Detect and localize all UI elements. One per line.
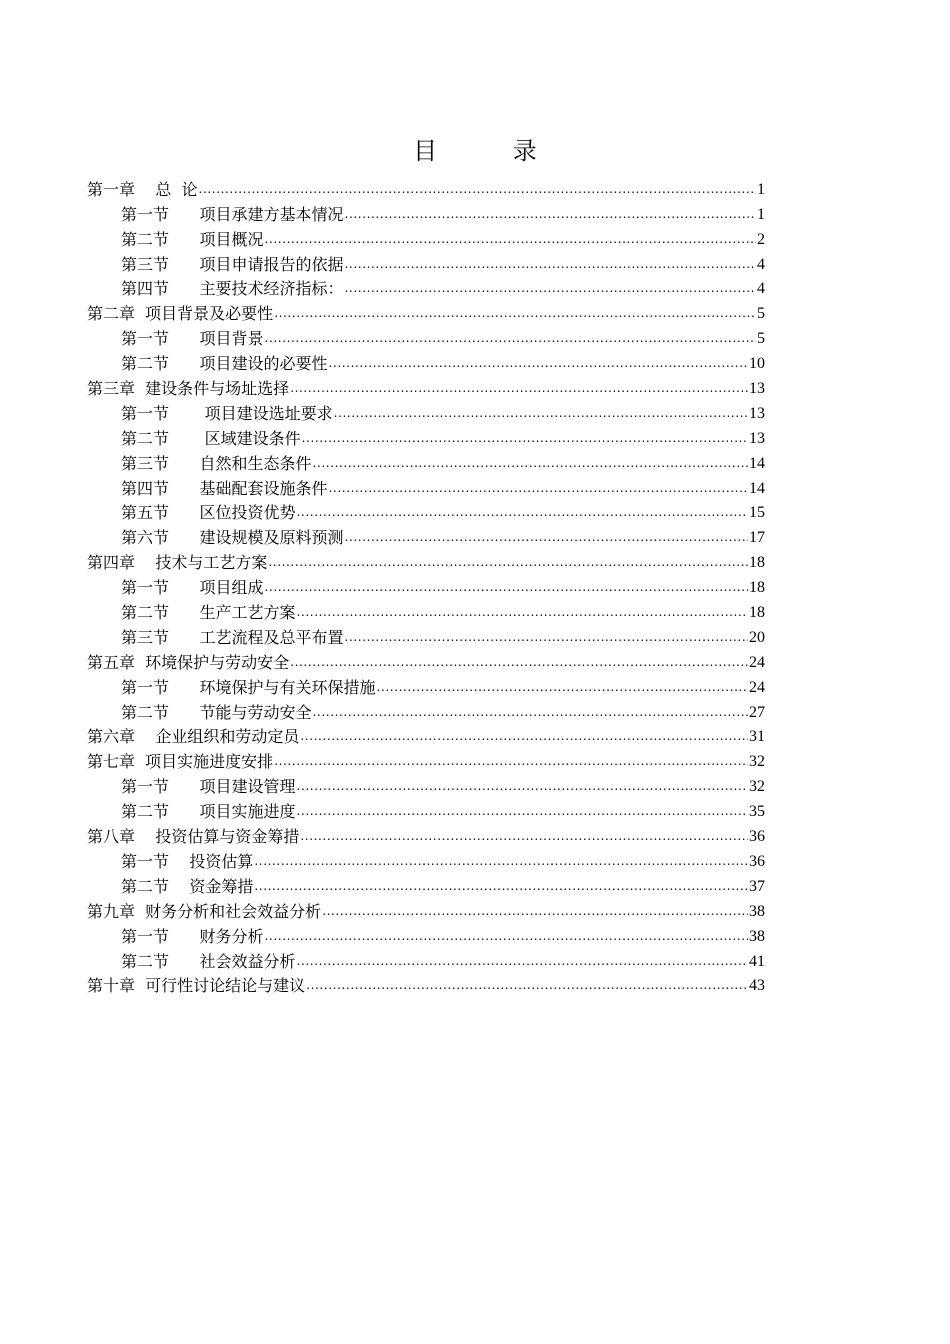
toc-dot-leader — [297, 778, 748, 794]
toc-section-entry[interactable] — [87, 847, 765, 872]
toc-dot-leader — [345, 529, 748, 545]
toc-chapter-entry[interactable] — [87, 299, 765, 324]
toc-dot-leader — [345, 256, 756, 272]
toc-dot-leader — [345, 629, 748, 645]
toc-section-entry[interactable] — [87, 772, 765, 797]
toc-entry-label: 第三节 工艺流程及总平布置 — [121, 627, 344, 647]
toc-dot-leader — [274, 305, 756, 321]
toc-dot-leader — [254, 853, 748, 869]
toc-dot-leader — [377, 679, 748, 695]
toc-entry-label: 第二节 项目概况 — [121, 229, 264, 249]
toc-section-entry[interactable] — [87, 399, 765, 424]
toc-chapter-entry[interactable] — [87, 747, 765, 772]
toc-dot-leader — [329, 480, 748, 496]
toc-section-entry[interactable] — [87, 573, 765, 598]
toc-page-number: 41 — [749, 952, 765, 970]
toc-page-number: 38 — [749, 927, 765, 945]
toc-page-number: 15 — [749, 504, 765, 522]
toc-dot-leader — [306, 977, 748, 993]
toc-page-number: 43 — [749, 977, 765, 995]
toc-dot-leader — [265, 330, 756, 346]
toc-title: 目 录 — [413, 137, 571, 165]
toc-page-number: 24 — [749, 678, 765, 696]
toc-dot-leader — [329, 355, 748, 371]
toc-entry-label: 第五章 环境保护与劳动安全 — [87, 652, 290, 672]
toc-page-number: 35 — [749, 803, 765, 821]
toc-entry-label: 第四节 主要技术经济指标： — [121, 279, 344, 299]
toc-section-entry[interactable] — [87, 499, 765, 524]
toc-entry-label: 第十章 可行性讨论结论与建议 — [87, 976, 306, 996]
toc-dot-leader — [297, 604, 748, 620]
toc-page-number: 2 — [757, 230, 765, 248]
toc-page-number: 18 — [749, 604, 765, 622]
toc-section-entry[interactable] — [87, 200, 765, 225]
toc-dot-leader — [334, 405, 748, 421]
toc-page-number: 4 — [757, 280, 765, 298]
toc-entry-label: 第二章 项目背景及必要性 — [87, 304, 274, 324]
toc-section-entry[interactable] — [87, 523, 765, 548]
toc-section-entry[interactable] — [87, 797, 765, 822]
toc-page-number: 14 — [749, 454, 765, 472]
toc-chapter-entry[interactable] — [87, 822, 765, 847]
toc-page-number: 1 — [757, 205, 765, 223]
toc-dot-leader — [265, 579, 748, 595]
toc-section-entry[interactable] — [87, 275, 765, 300]
toc-section-entry[interactable] — [87, 324, 765, 349]
toc-entry-label: 第二节 资金筹措 — [121, 876, 254, 896]
toc-section-entry[interactable] — [87, 449, 765, 474]
toc-section-entry[interactable] — [87, 673, 765, 698]
toc-entry-label: 第二节 项目实施进度 — [121, 802, 296, 822]
toc-page-number: 32 — [749, 753, 765, 771]
toc-page-number: 5 — [757, 305, 765, 323]
toc-entry-label: 第一节 项目组成 — [121, 578, 264, 598]
toc-dot-leader — [322, 903, 748, 919]
toc-entry-label: 第三章 建设条件与场址选择 — [87, 379, 290, 399]
toc-chapter-entry[interactable] — [87, 648, 765, 673]
toc-dot-leader — [290, 380, 748, 396]
toc-dot-leader — [313, 455, 748, 471]
toc-page-number: 1 — [757, 180, 765, 198]
toc-entry-label: 第六节 建设规模及原料预测 — [121, 528, 344, 548]
toc-list — [87, 175, 765, 996]
toc-dot-leader — [254, 878, 748, 894]
toc-dot-leader — [297, 803, 748, 819]
toc-dot-leader — [274, 753, 748, 769]
toc-entry-label: 第一节 项目承建方基本情况 — [121, 204, 344, 224]
toc-page-number: 14 — [749, 479, 765, 497]
toc-section-entry[interactable] — [87, 250, 765, 275]
toc-chapter-entry[interactable] — [87, 897, 765, 922]
toc-entry-label: 第三节 自然和生态条件 — [121, 453, 312, 473]
toc-entry-label: 第四节 基础配套设施条件 — [121, 478, 328, 498]
toc-entry-label: 第六章 企业组织和劳动定员 — [87, 727, 300, 747]
toc-page-number: 27 — [749, 703, 765, 721]
toc-section-entry[interactable] — [87, 424, 765, 449]
toc-page-number: 13 — [749, 429, 765, 447]
toc-section-entry[interactable] — [87, 349, 765, 374]
toc-entry-label: 第一节 项目背景 — [121, 329, 264, 349]
toc-dot-leader — [345, 206, 756, 222]
toc-page-number: 24 — [749, 653, 765, 671]
toc-page-number: 13 — [749, 404, 765, 422]
toc-page-number: 31 — [749, 728, 765, 746]
toc-chapter-entry[interactable] — [87, 723, 765, 748]
toc-dot-leader — [265, 231, 756, 247]
toc-section-entry[interactable] — [87, 872, 765, 897]
toc-page-number: 10 — [749, 355, 765, 373]
toc-entry-label: 第一节 环境保护与有关环保措施 — [121, 677, 376, 697]
toc-entry-label: 第一节 投资估算 — [121, 851, 254, 871]
toc-entry-label: 第五节 区位投资优势 — [121, 503, 296, 523]
toc-page-number: 13 — [749, 380, 765, 398]
toc-entry-label: 第七章 项目实施进度安排 — [87, 752, 274, 772]
toc-page-number: 17 — [749, 529, 765, 547]
toc-entry-label: 第八章 投资估算与资金筹措 — [87, 827, 300, 847]
toc-entry-label: 第二节 生产工艺方案 — [121, 603, 296, 623]
toc-page-number: 38 — [749, 902, 765, 920]
toc-entry-label: 第二节 项目建设的必要性 — [121, 354, 328, 374]
toc-entry-label: 第三节 项目申请报告的依据 — [121, 254, 344, 274]
toc-dot-leader — [297, 504, 748, 520]
toc-entry-label: 第九章 财务分析和社会效益分析 — [87, 901, 322, 921]
toc-dot-leader — [265, 928, 748, 944]
toc-chapter-entry[interactable] — [87, 972, 765, 997]
toc-page-number: 18 — [749, 554, 765, 572]
toc-dot-leader — [300, 828, 748, 844]
toc-page-number: 36 — [749, 852, 765, 870]
toc-page-number: 37 — [749, 877, 765, 895]
toc-page-number: 4 — [757, 255, 765, 273]
toc-dot-leader — [345, 280, 756, 296]
toc-section-entry[interactable] — [87, 623, 765, 648]
toc-entry-label: 第一节 财务分析 — [121, 926, 264, 946]
toc-entry-label: 第二节 社会效益分析 — [121, 951, 296, 971]
toc-section-entry[interactable] — [87, 947, 765, 972]
toc-page-number: 5 — [757, 330, 765, 348]
toc-dot-leader — [302, 430, 748, 446]
toc-dot-leader — [297, 953, 748, 969]
toc-entry-label: 第二节 节能与劳动安全 — [121, 702, 312, 722]
toc-chapter-entry[interactable] — [87, 374, 765, 399]
toc-page-number: 36 — [749, 828, 765, 846]
toc-page-number: 18 — [749, 579, 765, 597]
toc-chapter-entry[interactable] — [87, 175, 765, 200]
toc-section-entry[interactable] — [87, 698, 765, 723]
toc-page-number: 32 — [749, 778, 765, 796]
toc-entry-label: 第四章 技术与工艺方案 — [87, 553, 268, 573]
toc-section-entry[interactable] — [87, 922, 765, 947]
toc-entry-label: 第一章 总 论 — [87, 179, 198, 199]
toc-entry-label: 第一节 项目建设选址要求 — [121, 403, 333, 423]
toc-dot-leader — [290, 654, 748, 670]
toc-entry-label: 第一节 项目建设管理 — [121, 777, 296, 797]
toc-section-entry[interactable] — [87, 474, 765, 499]
toc-dot-leader — [313, 704, 748, 720]
toc-dot-leader — [268, 554, 748, 570]
toc-dot-leader — [199, 181, 756, 197]
toc-entry-label: 第二节 区域建设条件 — [121, 428, 301, 448]
toc-dot-leader — [300, 728, 748, 744]
toc-chapter-entry[interactable] — [87, 548, 765, 573]
toc-page-number: 20 — [749, 628, 765, 646]
toc-section-entry[interactable] — [87, 598, 765, 623]
toc-section-entry[interactable] — [87, 225, 765, 250]
